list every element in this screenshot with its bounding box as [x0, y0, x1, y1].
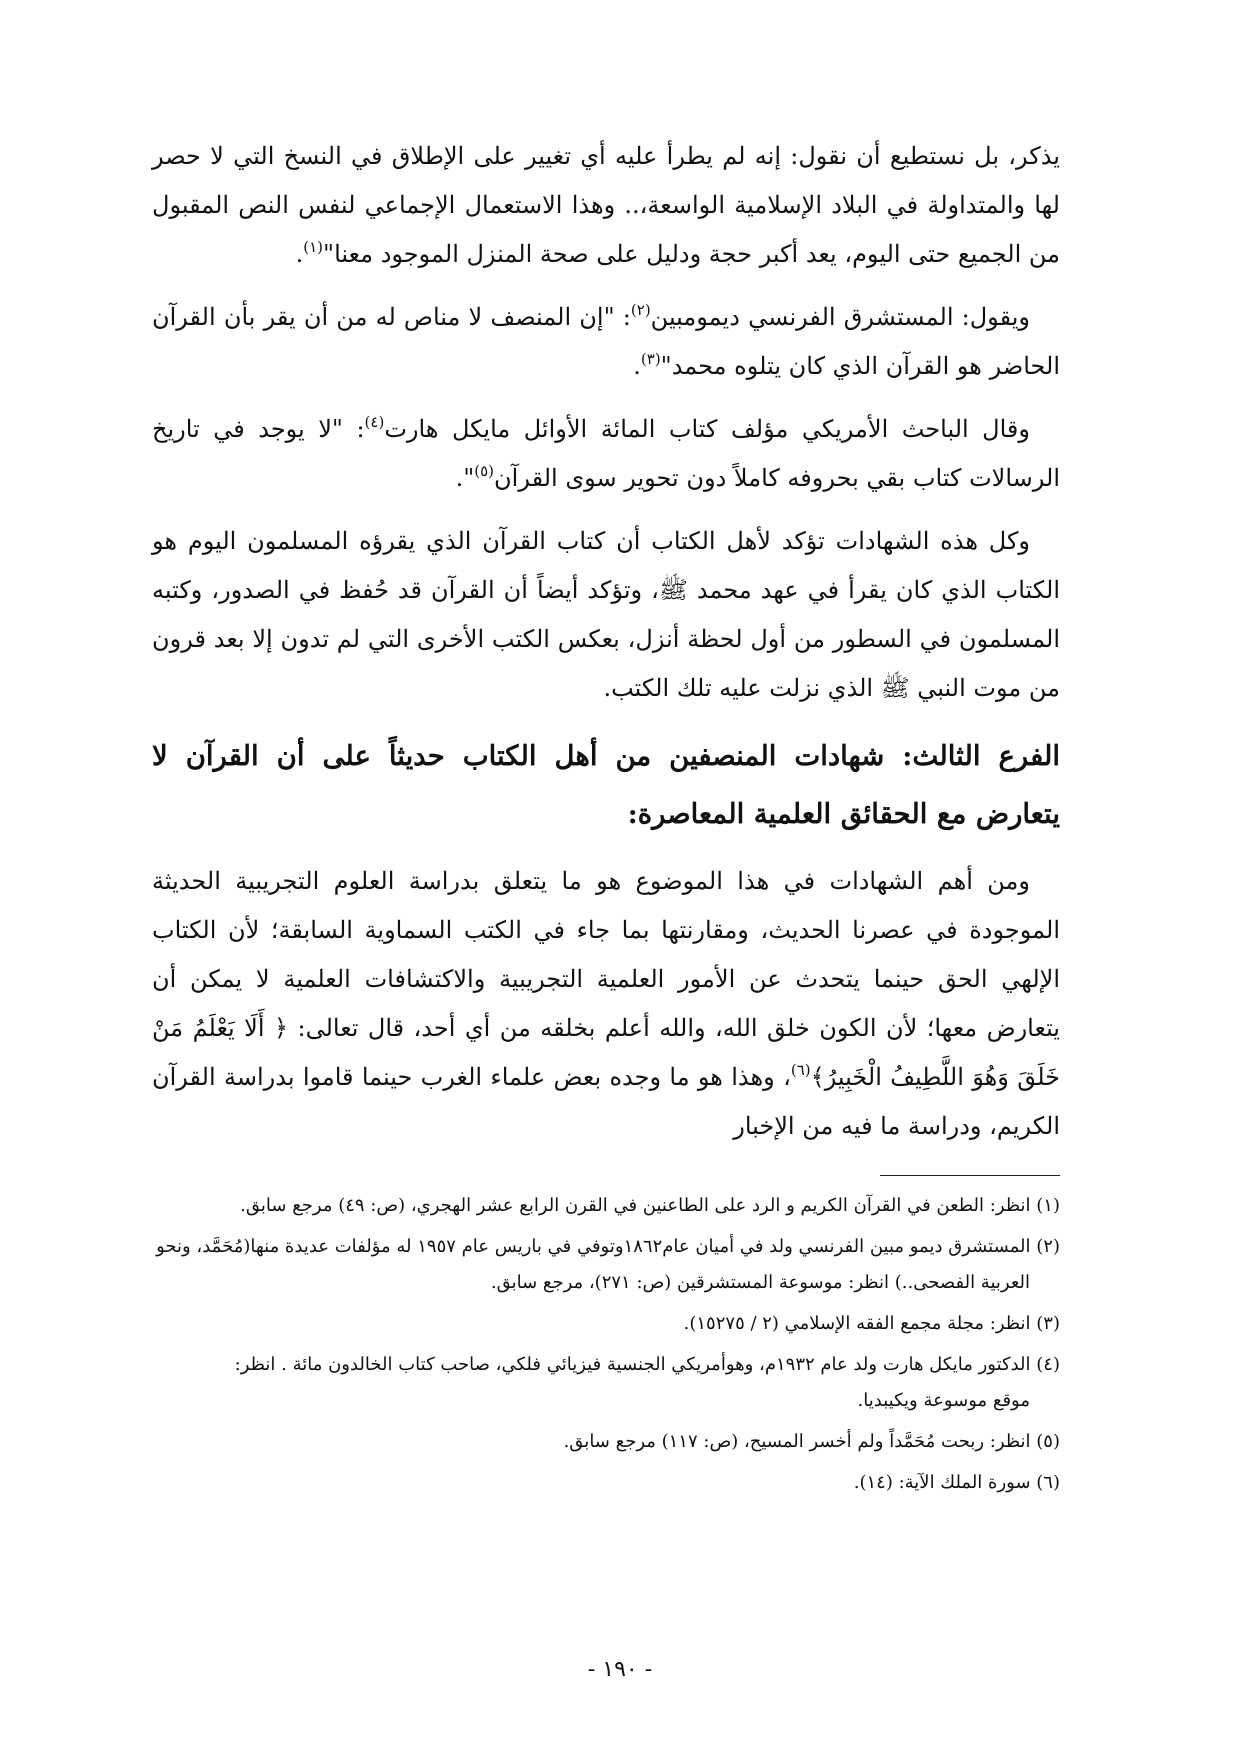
footnote-1: (١) انظر: الطعن في القرآن الكريم و الرد على الطاعنين في القرن الرابع عشر الهجري، (ص: ٤٩) مرجع سابق. — [240, 1195, 1060, 1216]
paragraph-1: يذكر، بل نستطيع أن نقول: إنه لم يطرأ عليه أي تغيير على الإطلاق في النسخ التي لا حصر لها والمتداولة في البلاد الإسلامية الواسعة،.. وهذا الاستعمال الإجماعي لنفس النص المقبول من الجميع حتى اليوم، يعد أكبر حجة ودليل على صحة المنزل الموجود معنا"$^{(١)}$. — [152, 142, 1060, 268]
footnote-ref-4: (٤) — [364, 413, 385, 431]
footnote-6: (٦) سورة الملك الآية: (١٤). — [853, 1472, 1060, 1493]
section-heading: الفرع الثالث: شهادات المنصفين من أهل الكتاب حديثاً على أن القرآن لا يتعارض مع الحقائق العلمية المعاصرة: — [152, 740, 1060, 830]
footnote-3: (٣) انظر: مجلة مجمع الفقه الإسلامي (٢ / ١٥٢٧٥). — [683, 1313, 1060, 1334]
footnote-separator — [880, 1175, 1060, 1176]
footnote-ref-3: (٣) — [640, 350, 661, 368]
footnote-ref-5: (٥) — [474, 462, 495, 480]
paragraph-2: ويقول: المستشرق الفرنسي ديمومبين$^{(٢)}$: "إن المنصف لا مناص له من أن يقر بأن القرآن الحاضر هو القرآن الذي كان يتلوه محمد"$^{(٣)}$. — [152, 301, 1060, 380]
footnote-ref-6: (٦) — [790, 1061, 811, 1079]
footnote-ref-2: (٢) — [630, 301, 651, 319]
body-text — [152, 132, 1060, 1165]
page-number: - ١٩٠ - — [587, 1657, 653, 1682]
paragraph-3: وقال الباحث الأمريكي مؤلف كتاب المائة الأوائل مايكل هارت$^{(٤)}$: "لا يوجد في تاريخ الرسالات كتاب بقي بحروفه كاملاً دون تحوير سوى القرآن$^{(٥)}$". — [152, 413, 1060, 492]
footnotes — [152, 1188, 1060, 1506]
footnote-ref-1: (١) — [303, 238, 324, 256]
footnote-4: (٤) الدكتور مايكل هارت ولد عام ١٩٣٢م، وهوأمريكي الجنسية فيزيائي فلكي، صاحب كتاب الخالدون مائة . انظر: موقع موسوعة ويكيبديا. — [234, 1354, 1060, 1411]
footnote-2: (٢) المستشرق ديمو مبين الفرنسي ولد في أميان عام١٨٦٢وتوفي في باريس عام ١٩٥٧ له مؤلفات عديدة منها(مُحَمَّد، ونحو العربية الفصحى..) انظر: موسوعة المستشرقين (ص: ٢٧١)، مرجع سابق. — [156, 1236, 1060, 1293]
paragraph-4: وكل هذه الشهادات تؤكد لأهل الكتاب أن كتاب القرآن الذي يقرؤه المسلمون اليوم هو الكتاب الذي كان يقرأ في عهد محمد ﷺ، وتؤكد أيضاً أن القرآن قد حُفظ في الصدور، وكتبه المسلمون في السطور من أول لحظة أنزل، بعكس الكتب الأخرى التي لم تدون إلا بعد قرون من موت النبي ﷺ الذي نزلت عليه تلك الكتب. — [152, 527, 1060, 702]
footnote-5: (٥) انظر: ربحت مُحَمَّداً ولم أخسر المسيح، (ص: ١١٧) مرجع سابق. — [563, 1431, 1060, 1452]
paragraph-5: ومن أهم الشهادات في هذا الموضوع هو ما يتعلق بدراسة العلوم التجريبية الحديثة الموجودة في عصرنا الحديث، ومقارنتها بما جاء في الكتب السماوية السابقة؛ لأن الكتاب الإلهي الحق حينما يتحدث عن الأمور العلمية التجريبية والاكتشافات العلمية لا يمكن أن يتعارض معها؛ لأن الكون خلق الله، والله أعلم بخلقه من أي أحد، قال تعالى: ﴿ أَلَا يَعْلَمُ مَنْ خَلَقَ وَهُوَ اللَّطِيفُ الْخَبِيرُ﴾$^{(٦)}$، وهذا هو ما وجده بعض علماء الغرب حينما قاموا بدراسة القرآن الكريم، ودراسة ما فيه من الإخبار — [152, 867, 1061, 1140]
